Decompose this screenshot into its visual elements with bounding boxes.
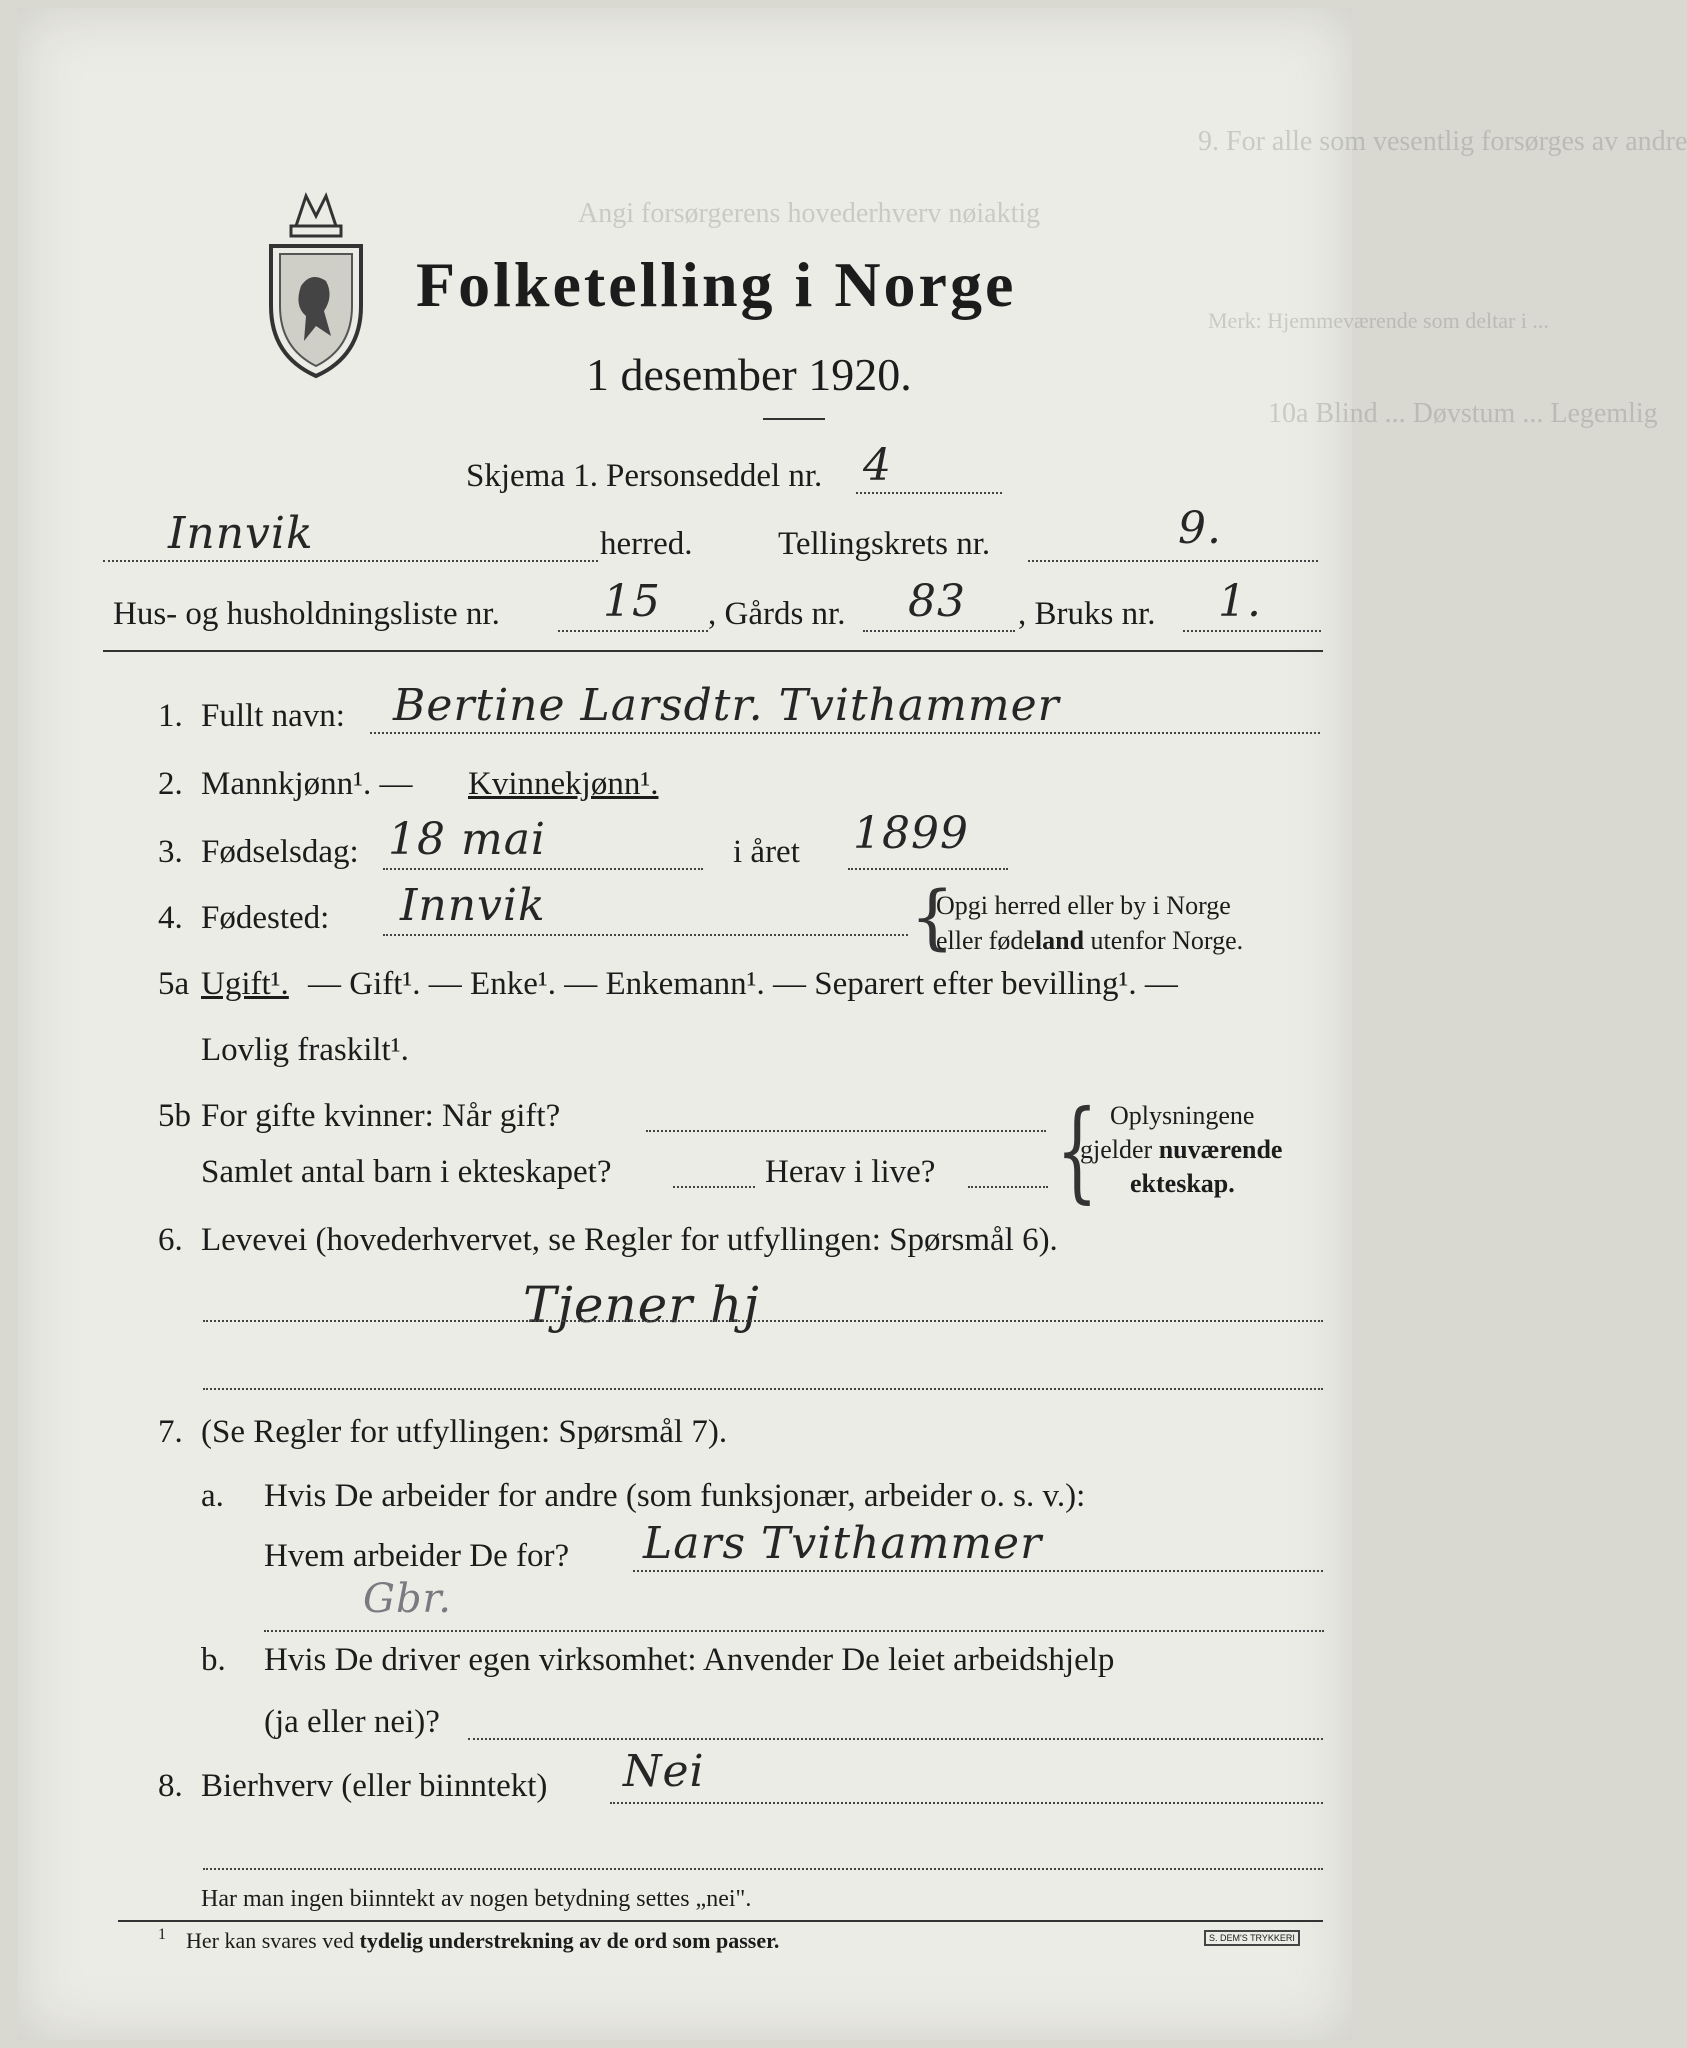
footer-separator: [118, 1920, 1323, 1922]
norway-coat-of-arms-icon: [246, 186, 386, 381]
q5b-label: For gifte kvinner: Når gift?: [201, 1098, 561, 1134]
q2-male-label: Mannkjønn¹. —: [201, 766, 413, 802]
q8-line-1: [610, 1802, 1323, 1804]
footer-note: Har man ingen biinntekt av nogen betydning settes „nei".: [201, 1886, 752, 1912]
footnote-text-b: tydelig understrekning av de ord som passer.: [359, 1928, 780, 1953]
q5b-married-line: [646, 1130, 1046, 1132]
bruks-line: [1183, 630, 1321, 632]
tellingskrets-label: Tellingskrets nr.: [778, 526, 991, 562]
bruks-label: , Bruks nr.: [1018, 596, 1156, 632]
bruks-value: 1.: [1218, 576, 1262, 627]
q7b-number: b.: [201, 1642, 226, 1678]
gards-value: 83: [908, 576, 966, 627]
show-through-text: 9. For alle som vesentlig forsørges av andre: [1198, 126, 1687, 157]
q7b-label: Hvis De driver egen virksomhet: Anvender De leiet arbeidshjelp: [264, 1642, 1115, 1678]
q4-note-2: [936, 926, 1243, 956]
gards-line: [863, 630, 1015, 632]
q5b-brace: {: [1056, 1086, 1098, 1214]
q5a-options: — Gift¹. — Enke¹. — Enkemann¹. — Separert efter bevilling¹. —: [308, 966, 1178, 1002]
q8-line-2: [203, 1868, 1323, 1870]
form-title: Folketelling i Norge: [416, 249, 1017, 320]
herred-value: Innvik: [168, 508, 314, 559]
q7b-answer-line: [468, 1738, 1323, 1740]
q7a-who-line: [633, 1570, 1323, 1572]
q2-female-label: Kvinnekjønn¹.: [468, 766, 659, 802]
q3-number: 3.: [158, 834, 183, 870]
q5b-note-2: [1080, 1135, 1282, 1165]
q5b-number: 5b: [158, 1098, 191, 1134]
birth-day-value: 18 mai: [388, 814, 547, 865]
q4-brace: {: [910, 876, 955, 958]
birthplace-value: Innvik: [400, 880, 546, 931]
schema-label: Skjema 1.: [466, 458, 598, 494]
husholdningsliste-label: Hus- og husholdningsliste nr.: [113, 596, 500, 632]
side-income-value: Nei: [623, 1746, 705, 1797]
gards-label: , Gårds nr.: [708, 596, 846, 632]
footnote-text: [186, 1928, 779, 1954]
q7a-who-label: Hvem arbeider De for?: [264, 1538, 570, 1574]
q2-number: 2.: [158, 766, 183, 802]
personseddel-label: Personseddel nr.: [606, 458, 823, 494]
q4-number: 4.: [158, 900, 183, 936]
show-through-text: Merk: Hjemmeværende som deltar i ...: [1208, 308, 1549, 333]
q8-number: 8.: [158, 1768, 183, 1804]
q5a-number: 5a: [158, 966, 190, 1002]
personseddel-line: [856, 492, 1002, 494]
show-through-text: Angi forsørgerens hovederhverv nøiaktig: [578, 198, 1041, 229]
husholdningsliste-line: [558, 630, 708, 632]
show-through-text: 10a Blind ... Døvstum ... Legemlig: [1268, 398, 1658, 429]
q5b-note-2b: nuværende: [1158, 1135, 1283, 1164]
q6-line-2: [203, 1388, 1323, 1390]
printer-stamp: S. DEM'S TRYKKERI: [1204, 1930, 1300, 1946]
tellingskrets-line: [1028, 560, 1318, 562]
census-form: [18, 8, 1687, 2040]
q6-number: 6.: [158, 1222, 183, 1258]
occupation-value: Tjener hj: [523, 1276, 760, 1334]
q7-label: (Se Regler for utfyllingen: Spørsmål 7).: [201, 1414, 728, 1450]
q8-label: Bierhverv (eller biinntekt): [201, 1768, 548, 1804]
q5a-ugift: Ugift¹.: [201, 966, 289, 1002]
q5b-note-2a: gjelder: [1080, 1135, 1159, 1164]
footnote-text-a: Her kan svares ved: [186, 1928, 360, 1953]
husholdningsliste-value: 15: [603, 576, 661, 627]
q7a-number: a.: [201, 1478, 224, 1514]
q1-line: [370, 732, 1320, 734]
q5b-note-1: Oplysningene: [1110, 1101, 1255, 1130]
q5b-barn-line: [673, 1186, 755, 1188]
q5b-live-line: [968, 1186, 1048, 1188]
personseddel-value: 4: [863, 440, 892, 491]
q4-note-1: Opgi herred eller by i Norge: [936, 891, 1231, 920]
q5b-live-label: Herav i live?: [765, 1154, 936, 1190]
herred-line: [103, 560, 598, 562]
title-divider: [763, 418, 825, 420]
q4-note-2c: utenfor Norge.: [1084, 926, 1244, 955]
q6-label: Levevei (hovederhvervet, se Regler for utfyllingen: Spørsmål 6).: [201, 1222, 1058, 1258]
q6-line-1: [203, 1320, 1323, 1322]
birth-year-value: 1899: [853, 808, 969, 859]
q5b-barn-label: Samlet antal barn i ekteskapet?: [201, 1154, 612, 1190]
q5b-note-3: ekteskap.: [1130, 1169, 1235, 1198]
employer-value: Lars Tvithammer: [643, 1518, 1043, 1569]
q7a-line-2: [264, 1630, 1324, 1632]
q4-label: Fødested:: [201, 900, 330, 936]
q1-number: 1.: [158, 698, 183, 734]
q5a-line2: Lovlig fraskilt¹.: [201, 1032, 409, 1068]
q7a-extra-note: Gbr.: [363, 1576, 452, 1622]
census-date: 1 desember 1920.: [586, 349, 912, 400]
q7-number: 7.: [158, 1414, 183, 1450]
q3-year-line: [848, 868, 1008, 870]
herred-label: herred.: [600, 526, 693, 562]
q7a-label: Hvis De arbeider for andre (som funksjonær, arbeider o. s. v.):: [264, 1478, 1086, 1514]
q4-line: [383, 934, 908, 936]
q7b-line2: (ja eller nei)?: [264, 1704, 440, 1740]
footnote-number: 1: [158, 1926, 166, 1943]
q1-label: Fullt navn:: [201, 698, 345, 734]
tellingskrets-value: 9.: [1178, 503, 1222, 554]
header-separator: [103, 650, 1323, 652]
q3-label: Fødselsdag:: [201, 834, 359, 870]
q4-note-2a: eller føde: [936, 926, 1035, 955]
q3-year-label: i året: [733, 834, 800, 870]
q4-note-2b: land: [1034, 926, 1085, 955]
q3-day-line: [383, 868, 703, 870]
full-name-value: Bertine Larsdtr. Tvithammer: [393, 680, 1060, 731]
